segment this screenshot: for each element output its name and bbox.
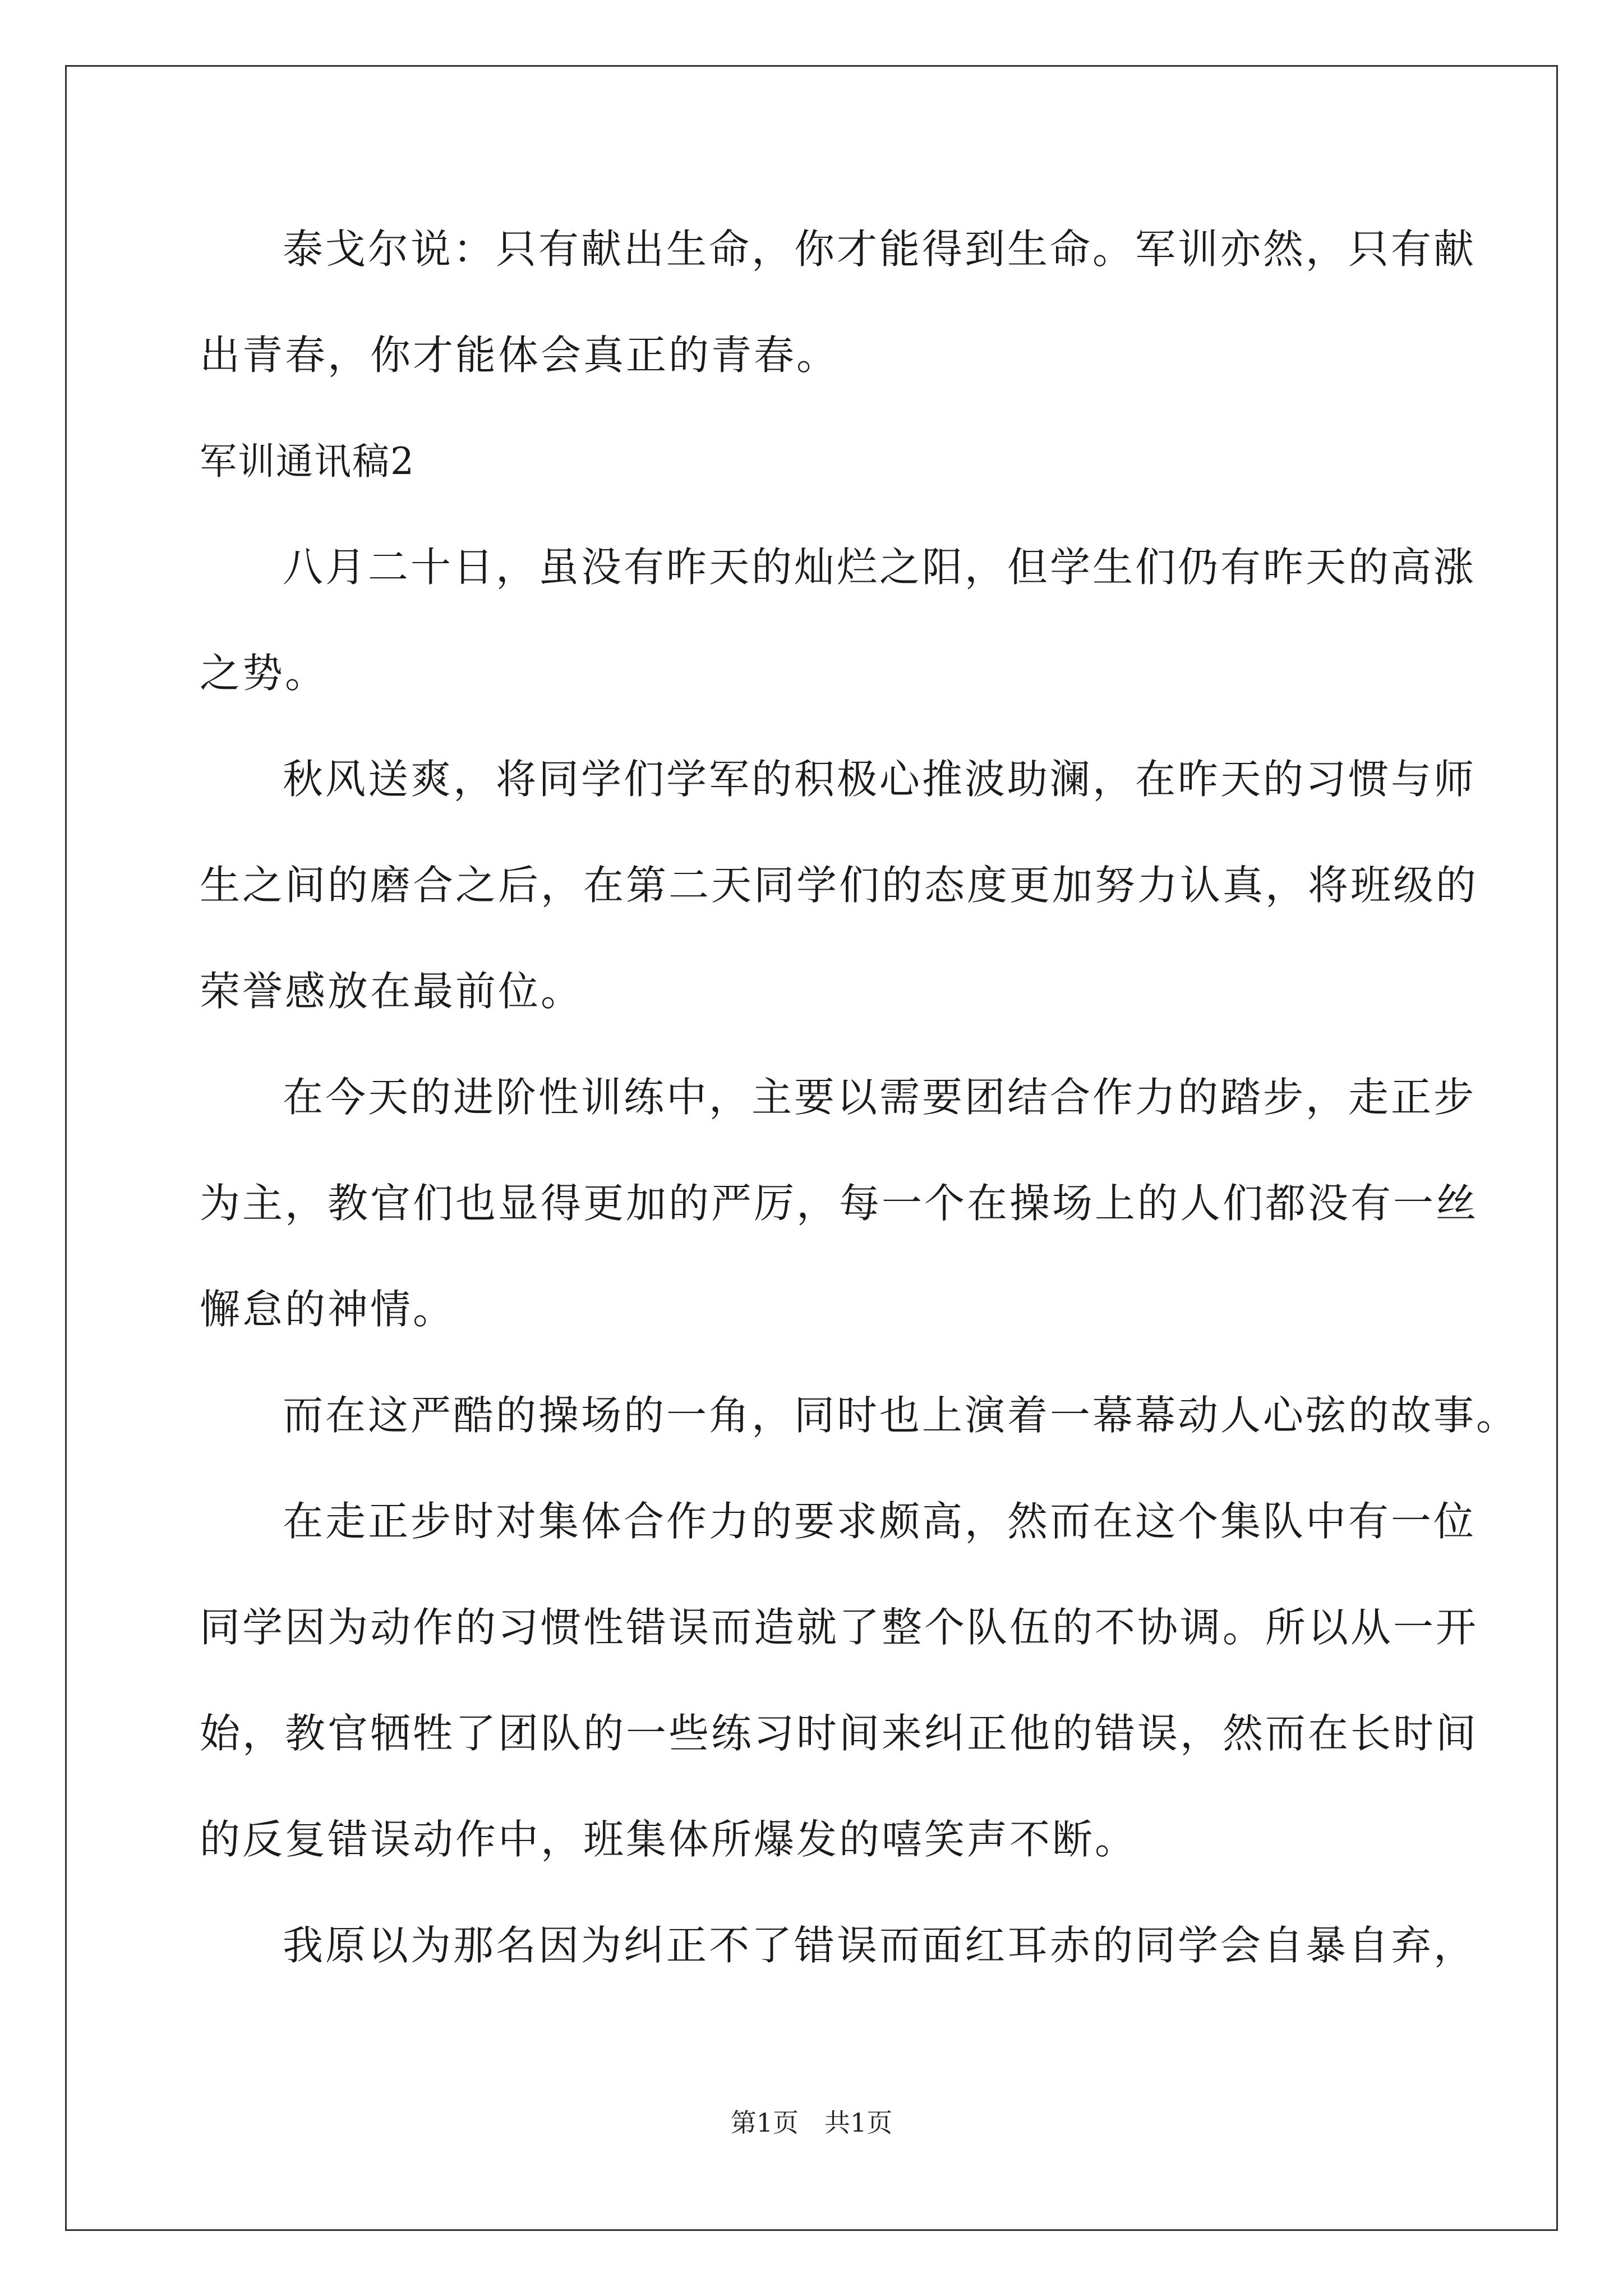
text-line: 生之间的磨合之后，在第二天同学们的态度更加努力认真，将班级的	[200, 862, 1479, 909]
text-line: 的反复错误动作中，班集体所爆发的嘻笑声不断。	[200, 1816, 1138, 1863]
text-line: 荣誉感放在最前位。	[200, 968, 584, 1015]
text-line: 秋风送爽，将同学们学军的积极心推波助澜，在昨天的习惯与师	[283, 756, 1477, 803]
text-line: 泰戈尔说：只有献出生命，你才能得到生命。军训亦然，只有献	[283, 226, 1477, 273]
text-line: 在走正步时对集体合作力的要求颇高，然而在这个集队中有一位	[283, 1498, 1477, 1545]
text-line: 懈怠的神情。	[200, 1286, 456, 1333]
text-line: 之势。	[200, 650, 328, 697]
text-line: 而在这严酷的操场的一角，同时也上演着一幕幕动人心弦的故事。	[283, 1392, 1519, 1439]
text-line: 我原以为那名因为纠正不了错误而面红耳赤的同学会自暴自弃，	[283, 1922, 1477, 1969]
section-heading: 军训通讯稿2	[200, 440, 415, 483]
text-line: 八月二十日，虽没有昨天的灿烂之阳，但学生们仍有昨天的高涨	[283, 544, 1477, 591]
document-body	[200, 196, 1519, 1999]
text-line: 在今天的进阶性训练中，主要以需要团结合作力的踏步，走正步	[283, 1074, 1477, 1121]
text-line: 同学因为动作的习惯性错误而造就了整个队伍的不协调。所以从一开	[200, 1604, 1479, 1651]
text-line: 始，教官牺牲了团队的一些练习时间来纠正他的错误，然而在长时间	[200, 1710, 1479, 1757]
text-line: 为主，教官们也显得更加的严厉，每一个在操场上的人们都没有一丝	[200, 1180, 1479, 1227]
text-line: 出青春，你才能体会真正的青春。	[200, 332, 840, 379]
page-footer: 第1页 共1页	[730, 2108, 893, 2138]
